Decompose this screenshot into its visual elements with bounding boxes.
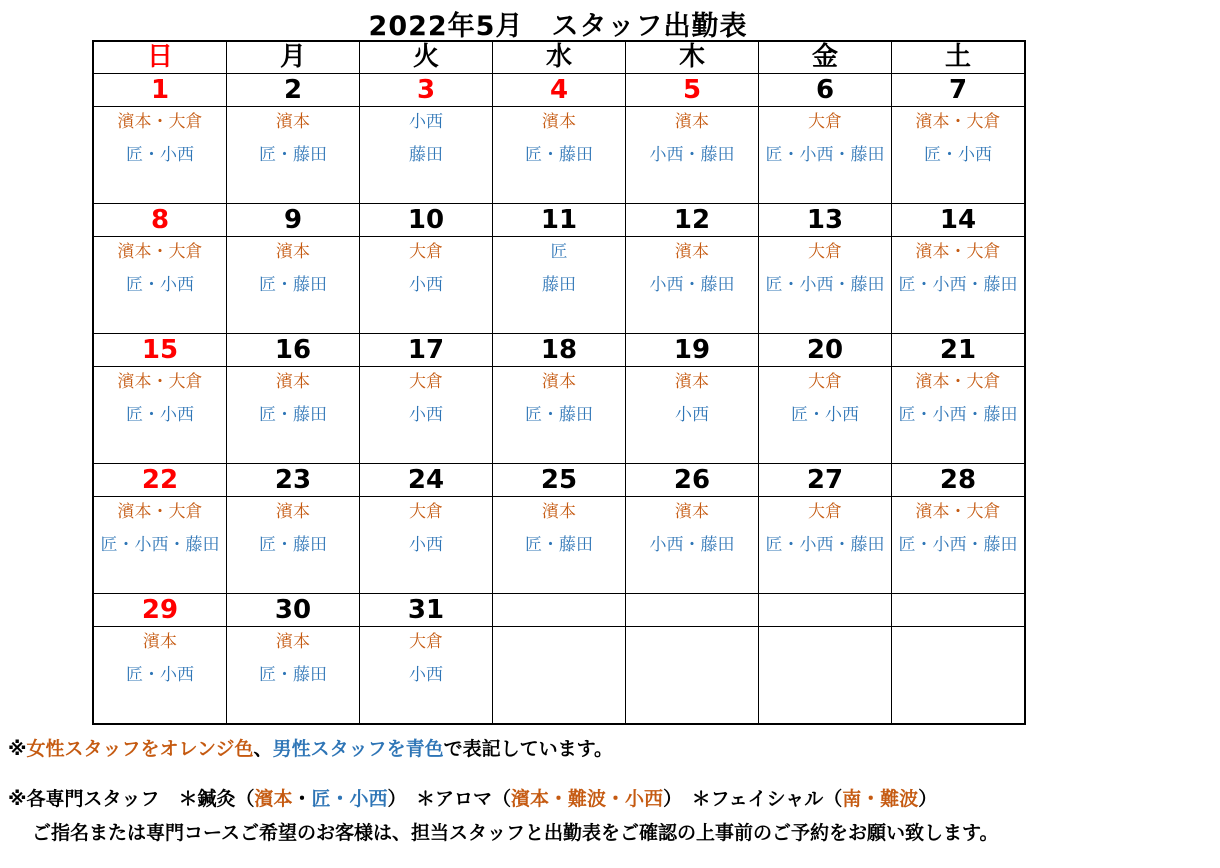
male-staff: 匠・小西 xyxy=(126,145,194,165)
female-staff: 濱本 xyxy=(276,502,310,522)
note-sep: 、 xyxy=(253,738,273,760)
day-staff-cell xyxy=(493,627,626,725)
day-staff-cell xyxy=(892,497,1026,594)
note-mark: ※ xyxy=(8,738,27,760)
aroma-label: ） ＊アロマ（ xyxy=(387,788,512,810)
day-staff-cell xyxy=(892,107,1026,204)
day-staff-cell xyxy=(360,237,493,334)
note-reservation: ご指名または専門コースご希望のお客様は、担当スタッフと出勤表をご確認の上事前のご予約をお願い致します。 xyxy=(32,822,999,844)
day-staff-cell xyxy=(626,627,759,725)
male-staff: 匠・小西・藤田 xyxy=(898,405,1018,425)
day-staff-cell xyxy=(93,627,227,725)
day-staff-cell xyxy=(227,107,360,204)
staff-calendar xyxy=(92,40,1026,725)
male-staff: 匠・藤田 xyxy=(259,665,327,685)
female-staff: 濱本 xyxy=(542,502,576,522)
note-suffix: で表記しています。 xyxy=(443,738,614,760)
male-staff xyxy=(759,659,891,691)
female-staff: 濱本・大倉 xyxy=(915,502,1001,522)
day-number: 17 xyxy=(360,334,493,367)
female-staff: 濱本 xyxy=(276,242,310,262)
day-staff-cell xyxy=(93,367,227,464)
day-staff-cell xyxy=(493,367,626,464)
day-staff-cell xyxy=(93,107,227,204)
day-staff-cell xyxy=(360,107,493,204)
male-staff: 匠・藤田 xyxy=(259,535,327,555)
weekday-header: 木 xyxy=(626,41,759,74)
female-staff: 濱本 xyxy=(675,372,709,392)
female-staff: 濱本 xyxy=(542,112,576,132)
male-staff: 匠・小西・藤田 xyxy=(898,535,1018,555)
day-staff-cell xyxy=(626,107,759,204)
male-staff: 匠・小西 xyxy=(126,665,194,685)
female-staff xyxy=(626,627,758,659)
day-staff-cell xyxy=(626,497,759,594)
day-staff-cell xyxy=(493,107,626,204)
male-staff xyxy=(892,659,1024,691)
day-number: 6 xyxy=(759,74,892,107)
female-staff: 濱本 xyxy=(276,112,310,132)
male-staff: 匠・小西・藤田 xyxy=(898,275,1018,295)
female-legend: 女性スタッフをオレンジ色 xyxy=(26,738,254,760)
male-staff: 匠・小西・藤田 xyxy=(765,535,885,555)
male-staff: 藤田 xyxy=(409,145,443,165)
day-staff-cell xyxy=(759,237,892,334)
male-staff: 匠・藤田 xyxy=(525,405,593,425)
day-number: 29 xyxy=(93,594,227,627)
day-number: 13 xyxy=(759,204,892,237)
day-number: 21 xyxy=(892,334,1026,367)
male-staff xyxy=(493,659,625,691)
facial-label: ） ＊フェイシャル（ xyxy=(663,788,843,810)
acupuncture-sep: ・ xyxy=(292,788,312,810)
male-staff xyxy=(626,659,758,691)
day-number: 19 xyxy=(626,334,759,367)
day-number: 28 xyxy=(892,464,1026,497)
week-date-row xyxy=(93,594,1025,627)
female-staff: 大倉 xyxy=(808,502,842,522)
female-staff: 濱本 xyxy=(276,632,310,652)
day-staff-cell xyxy=(759,627,892,725)
female-staff: 濱本・大倉 xyxy=(915,242,1001,262)
female-staff: 濱本 xyxy=(675,502,709,522)
day-number: 20 xyxy=(759,334,892,367)
day-number: 3 xyxy=(360,74,493,107)
week-date-row xyxy=(93,204,1025,237)
acupuncture-female: 濱本 xyxy=(254,788,293,810)
day-number: 2 xyxy=(227,74,360,107)
male-staff: 匠・小西・藤田 xyxy=(765,275,885,295)
day-number: 5 xyxy=(626,74,759,107)
male-staff: 小西 xyxy=(409,665,443,685)
day-number: 18 xyxy=(493,334,626,367)
day-number xyxy=(892,594,1026,627)
female-staff: 大倉 xyxy=(409,242,443,262)
male-staff: 匠・藤田 xyxy=(259,405,327,425)
day-number: 7 xyxy=(892,74,1026,107)
day-staff-cell xyxy=(93,497,227,594)
male-staff: 匠・藤田 xyxy=(259,275,327,295)
day-staff-cell xyxy=(93,237,227,334)
weekday-header: 土 xyxy=(892,41,1026,74)
female-staff: 濱本・大倉 xyxy=(117,502,203,522)
acupuncture-male: 匠・小西 xyxy=(311,788,388,810)
week-staff-row xyxy=(93,367,1025,464)
female-staff: 大倉 xyxy=(409,632,443,652)
day-staff-cell xyxy=(227,497,360,594)
week-staff-row xyxy=(93,627,1025,725)
male-staff: 小西 xyxy=(409,535,443,555)
day-staff-cell xyxy=(493,237,626,334)
male-staff: 小西・藤田 xyxy=(649,535,735,555)
female-staff: 濱本・大倉 xyxy=(117,372,203,392)
day-staff-cell xyxy=(759,367,892,464)
specialists-label: ※各専門スタッフ ＊鍼灸（ xyxy=(8,788,255,810)
note-specialists xyxy=(8,784,937,811)
day-number xyxy=(626,594,759,627)
female-staff: 濱本 xyxy=(276,372,310,392)
day-number: 9 xyxy=(227,204,360,237)
male-staff: 小西・藤田 xyxy=(649,145,735,165)
day-number: 8 xyxy=(93,204,227,237)
day-number: 27 xyxy=(759,464,892,497)
day-number: 14 xyxy=(892,204,1026,237)
day-number: 1 xyxy=(93,74,227,107)
weekday-header: 火 xyxy=(360,41,493,74)
day-staff-cell xyxy=(892,367,1026,464)
day-number: 24 xyxy=(360,464,493,497)
day-staff-cell xyxy=(227,367,360,464)
week-staff-row xyxy=(93,237,1025,334)
male-staff: 匠・小西 xyxy=(126,275,194,295)
weekday-header: 月 xyxy=(227,41,360,74)
day-staff-cell xyxy=(493,497,626,594)
day-number: 15 xyxy=(93,334,227,367)
weekday-header: 水 xyxy=(493,41,626,74)
female-staff: 大倉 xyxy=(808,112,842,132)
female-staff: 濱本 xyxy=(542,372,576,392)
female-staff: 大倉 xyxy=(808,242,842,262)
male-staff: 匠・小西 xyxy=(791,405,859,425)
male-staff: 藤田 xyxy=(542,275,576,295)
female-staff: 濱本・大倉 xyxy=(915,112,1001,132)
male-staff: 匠・藤田 xyxy=(525,535,593,555)
male-staff: 小西 xyxy=(409,405,443,425)
day-staff-cell xyxy=(360,497,493,594)
day-staff-cell xyxy=(892,627,1026,725)
male-staff: 匠・小西 xyxy=(924,145,992,165)
day-number: 22 xyxy=(93,464,227,497)
male-staff: 小西 xyxy=(675,405,709,425)
day-number: 26 xyxy=(626,464,759,497)
weekday-header: 金 xyxy=(759,41,892,74)
facial-staff: 南・難波 xyxy=(842,788,919,810)
female-staff xyxy=(892,627,1024,659)
day-staff-cell xyxy=(360,367,493,464)
male-staff: 匠・小西・藤田 xyxy=(100,535,220,555)
week-staff-row xyxy=(93,107,1025,204)
male-staff: 匠・藤田 xyxy=(525,145,593,165)
day-staff-cell xyxy=(360,627,493,725)
day-staff-cell xyxy=(626,237,759,334)
day-number: 16 xyxy=(227,334,360,367)
weekday-header-row xyxy=(93,41,1025,74)
female-staff xyxy=(493,627,625,659)
female-staff: 濱本・大倉 xyxy=(117,112,203,132)
female-staff: 濱本・大倉 xyxy=(117,242,203,262)
page-title: 2022年5月 スタッフ出勤表 xyxy=(368,11,748,42)
male-staff: 小西・藤田 xyxy=(649,275,735,295)
female-staff xyxy=(759,627,891,659)
female-staff: 濱本 xyxy=(675,112,709,132)
day-number: 10 xyxy=(360,204,493,237)
week-staff-row xyxy=(93,497,1025,594)
male-staff: 匠・藤田 xyxy=(259,145,327,165)
day-staff-cell xyxy=(227,237,360,334)
female-staff: 大倉 xyxy=(409,372,443,392)
female-staff: 大倉 xyxy=(409,502,443,522)
day-number: 23 xyxy=(227,464,360,497)
female-staff: 濱本 xyxy=(675,242,709,262)
day-number: 4 xyxy=(493,74,626,107)
male-staff: 匠 xyxy=(550,242,568,262)
day-number: 31 xyxy=(360,594,493,627)
day-number xyxy=(759,594,892,627)
male-staff: 小西 xyxy=(409,112,443,132)
day-staff-cell xyxy=(892,237,1026,334)
male-legend: 男性スタッフを青色 xyxy=(272,738,444,760)
day-staff-cell xyxy=(759,497,892,594)
female-staff: 濱本 xyxy=(143,632,177,652)
aroma-staff: 濱本・難波・小西 xyxy=(511,788,664,810)
day-number: 30 xyxy=(227,594,360,627)
day-number: 25 xyxy=(493,464,626,497)
week-date-row xyxy=(93,464,1025,497)
facial-close: ） xyxy=(918,788,938,810)
female-staff: 大倉 xyxy=(808,372,842,392)
weekday-header: 日 xyxy=(93,41,227,74)
day-number: 12 xyxy=(626,204,759,237)
day-staff-cell xyxy=(227,627,360,725)
male-staff: 匠・小西 xyxy=(126,405,194,425)
day-staff-cell xyxy=(759,107,892,204)
day-number: 11 xyxy=(493,204,626,237)
female-staff: 濱本・大倉 xyxy=(915,372,1001,392)
week-date-row xyxy=(93,334,1025,367)
male-staff: 小西 xyxy=(409,275,443,295)
day-staff-cell xyxy=(626,367,759,464)
week-date-row xyxy=(93,74,1025,107)
note-color-legend xyxy=(8,734,613,761)
day-number xyxy=(493,594,626,627)
male-staff: 匠・小西・藤田 xyxy=(765,145,885,165)
